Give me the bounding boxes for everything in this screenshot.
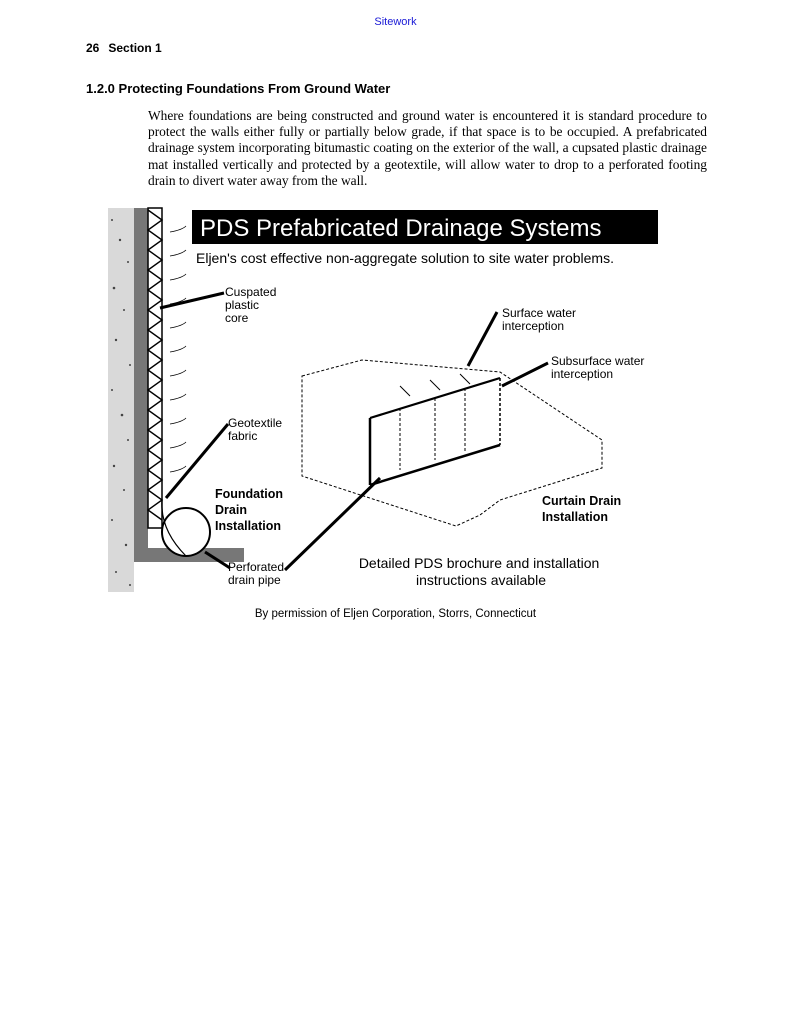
drain-pipe bbox=[162, 508, 210, 556]
label-subsurface: Subsurface water interception bbox=[551, 354, 645, 381]
soil-column bbox=[108, 208, 134, 592]
figure-caption: By permission of Eljen Corporation, Storrs, Connecticut bbox=[254, 608, 537, 620]
page-number: 26 bbox=[86, 41, 100, 55]
foundation-wall bbox=[134, 208, 148, 548]
figure-subtitle: Eljen's cost effective non-aggregate solution to site water problems. bbox=[196, 250, 614, 266]
drainage-figure bbox=[100, 200, 670, 600]
label-surface: Surface water interception bbox=[502, 306, 577, 333]
section-title: 1.2.0 Protecting Foundations From Ground Water bbox=[86, 81, 391, 96]
label-foundation: Foundation Drain Installation bbox=[215, 487, 284, 533]
header-link[interactable]: Sitework bbox=[374, 16, 417, 28]
figure-title: PDS Prefabricated Drainage Systems bbox=[200, 215, 602, 242]
label-core: Cuspated plastic core bbox=[225, 285, 277, 325]
running-head bbox=[86, 41, 162, 55]
water-drips bbox=[170, 226, 186, 472]
body-paragraph: Where foundations are being constructed and ground water is encountered it is standard procedure to protect the walls either fully or partially below grade, if that space is to be occupied. A prefabricated drainage system incorporating bitumastic coating on the exterior of the wall, a cupsated plastic drainage mat installed vertically and protected by a geotextile, will allow water to drop to a perforated footing drain to divert water away from the wall. bbox=[148, 108, 707, 188]
label-pipe: Perforated drain pipe bbox=[228, 560, 285, 587]
label-brochure: Detailed PDS brochure and installation instructions available bbox=[358, 555, 600, 588]
label-curtain: Curtain Drain Installation bbox=[542, 494, 622, 524]
label-geotextile: Geotextile fabric bbox=[228, 416, 283, 443]
running-head-section: Section 1 bbox=[108, 41, 162, 55]
